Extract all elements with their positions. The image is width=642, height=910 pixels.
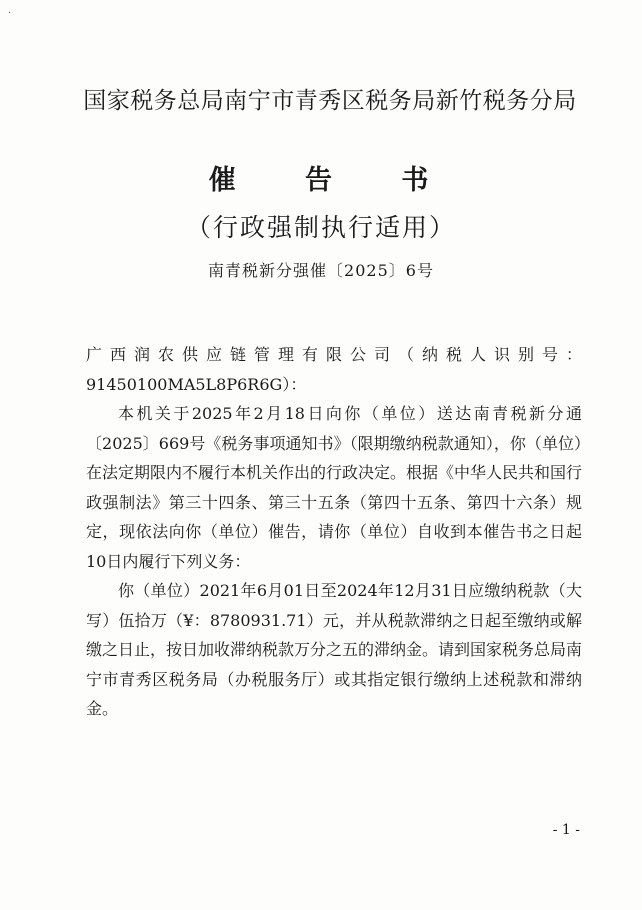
paragraph-notice: 本机关于2025年2月18日向你（单位）送达南青税新分通〔2025〕669号《税务事项通知书》（限期缴纳税款通知），你（单位）在法定期限内不履行本机关作出的行政决定。根据《中华人民共和国行政强制法》第三十四条、第三十五条（第四十五条、第四十六条）规定，现依法向你（单位）催告，请你（单位）自收到本催告书之日起10日内履行下列义务：: [86, 404, 583, 571]
corner-mark: ·: [8, 8, 12, 19]
document-subtitle: （行政强制执行适用）: [185, 213, 456, 242]
issuer-title: 国家税务总局南宁市青秀区税务局新竹税务分局: [83, 88, 577, 114]
paragraph-obligation: 你（单位）2021年6月01日至2024年12月31日应缴纳税款（大写）伍拾万（¥：8780931.71）元，并从税款滞纳之日起至缴纳或解缴之日止，按日加收滞纳税款万分之五的滞纳金。请到国家税务总局南宁市青秀区税务局（办税服务厅）或其指定银行缴纳上述税款和滞纳金。: [86, 581, 583, 718]
page-number: - 1 -: [552, 822, 580, 838]
document-number: 南青税新分强催〔2025〕6号: [208, 261, 434, 280]
addressee: 广西润农供应链管理有限公司（纳税人识别号：91450100MA5L8P6R6G）：: [86, 345, 582, 394]
document-title: 催 告 书: [208, 165, 459, 196]
document-body: [86, 340, 582, 724]
